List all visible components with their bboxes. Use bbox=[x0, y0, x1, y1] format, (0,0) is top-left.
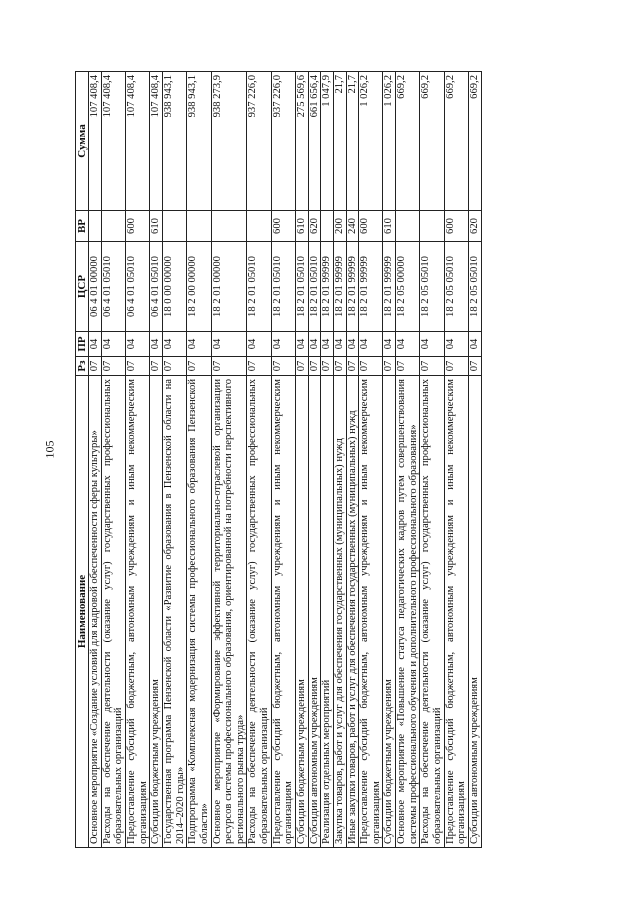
row-csr: 18 2 01 05010 bbox=[308, 242, 321, 332]
row-name: Субсидии автономным учреждениям bbox=[468, 376, 481, 848]
row-vr bbox=[247, 211, 271, 242]
row-sum: 938 943,1 bbox=[187, 72, 211, 211]
header-name: Наименование bbox=[76, 376, 89, 848]
row-vr bbox=[211, 211, 247, 242]
table-row bbox=[444, 72, 468, 848]
header-sum: Сумма bbox=[76, 72, 89, 211]
row-csr: 18 2 05 05010 bbox=[444, 242, 468, 332]
row-pr: 04 bbox=[359, 332, 383, 357]
table-row bbox=[187, 72, 211, 848]
table-row bbox=[333, 72, 346, 848]
row-vr: 600 bbox=[359, 211, 383, 242]
row-vr: 240 bbox=[346, 211, 359, 242]
table-row bbox=[468, 72, 481, 848]
row-rz: 07 bbox=[211, 357, 247, 376]
row-pr: 04 bbox=[126, 332, 150, 357]
row-pr: 04 bbox=[162, 332, 186, 357]
row-sum: 107 408,4 bbox=[150, 72, 163, 211]
table-row bbox=[420, 72, 444, 848]
row-rz: 07 bbox=[359, 357, 383, 376]
row-vr bbox=[187, 211, 211, 242]
row-name: Субсидии бюджетным учреждениям bbox=[295, 376, 308, 848]
table-row bbox=[308, 72, 321, 848]
row-pr: 04 bbox=[89, 332, 102, 357]
row-rz: 07 bbox=[101, 357, 125, 376]
row-csr: 18 0 00 00000 bbox=[162, 242, 186, 332]
row-pr: 04 bbox=[396, 332, 420, 357]
table-row bbox=[162, 72, 186, 848]
row-pr: 04 bbox=[346, 332, 359, 357]
row-name: Субсидии бюджетным учреждениям bbox=[383, 376, 396, 848]
row-sum: 21,7 bbox=[333, 72, 346, 211]
row-rz: 07 bbox=[321, 357, 334, 376]
row-csr: 18 2 01 00000 bbox=[211, 242, 247, 332]
row-rz: 07 bbox=[187, 357, 211, 376]
row-name: Подпрограмма «Комплексная модернизация системы профессионального образования Пензенской области» bbox=[187, 376, 211, 848]
row-pr: 04 bbox=[271, 332, 295, 357]
row-name: Закупка товаров, работ и услуг для обеспечения государственных (муниципальных) нужд bbox=[333, 376, 346, 848]
row-sum: 937 226,0 bbox=[247, 72, 271, 211]
row-csr: 18 2 05 05010 bbox=[468, 242, 481, 332]
row-pr: 04 bbox=[308, 332, 321, 357]
row-vr: 610 bbox=[150, 211, 163, 242]
row-csr: 06 4 01 05010 bbox=[126, 242, 150, 332]
row-rz: 07 bbox=[247, 357, 271, 376]
row-rz: 07 bbox=[383, 357, 396, 376]
row-csr: 18 2 01 05010 bbox=[271, 242, 295, 332]
row-pr: 04 bbox=[211, 332, 247, 357]
table-row bbox=[101, 72, 125, 848]
row-name: Основное мероприятие «Повышение статуса педагогических кадров путем совершенствования системы профессионального обучения и дополнительного профессионального образования» bbox=[396, 376, 420, 848]
row-pr: 04 bbox=[101, 332, 125, 357]
row-name: Расходы на обеспечение деятельности (оказание услуг) государственных профессиональных образовательных организаций bbox=[420, 376, 444, 848]
row-vr: 600 bbox=[271, 211, 295, 242]
row-name: Субсидии бюджетным учреждениям bbox=[150, 376, 163, 848]
table-row bbox=[321, 72, 334, 848]
row-vr bbox=[101, 211, 125, 242]
row-sum: 107 408,4 bbox=[89, 72, 102, 211]
row-sum: 21,7 bbox=[346, 72, 359, 211]
row-name: Субсидии автономным учреждениям bbox=[308, 376, 321, 848]
row-sum: 1 026,2 bbox=[359, 72, 383, 211]
row-pr: 04 bbox=[150, 332, 163, 357]
row-rz: 07 bbox=[126, 357, 150, 376]
row-pr: 04 bbox=[383, 332, 396, 357]
row-vr: 200 bbox=[333, 211, 346, 242]
row-sum: 938 943,1 bbox=[162, 72, 186, 211]
row-vr: 600 bbox=[444, 211, 468, 242]
row-vr bbox=[420, 211, 444, 242]
row-vr bbox=[321, 211, 334, 242]
table-header-row bbox=[76, 72, 89, 848]
table-row bbox=[295, 72, 308, 848]
row-vr: 610 bbox=[383, 211, 396, 242]
table-row bbox=[247, 72, 271, 848]
row-sum: 669,2 bbox=[444, 72, 468, 211]
row-name: Расходы на обеспечение деятельности (оказание услуг) государственных профессиональных образовательных организаций bbox=[101, 376, 125, 848]
row-csr: 18 2 01 99999 bbox=[383, 242, 396, 332]
row-vr bbox=[396, 211, 420, 242]
row-csr: 18 2 01 99999 bbox=[359, 242, 383, 332]
budget-table-rotated bbox=[75, 72, 588, 848]
row-rz: 07 bbox=[333, 357, 346, 376]
row-name: Основное мероприятие «Формирование эффективной территориально-отраслевой организации ресурсов системы профессионального образования, ориентированной на потребности перспективного регионального рынка труда» bbox=[211, 376, 247, 848]
table-row bbox=[359, 72, 383, 848]
row-rz: 07 bbox=[271, 357, 295, 376]
header-pr: ПР bbox=[76, 332, 89, 357]
row-csr: 06 4 01 05010 bbox=[150, 242, 163, 332]
row-rz: 07 bbox=[162, 357, 186, 376]
row-vr: 620 bbox=[308, 211, 321, 242]
row-csr: 06 4 01 00000 bbox=[89, 242, 102, 332]
row-sum: 107 408,4 bbox=[101, 72, 125, 211]
header-rz: Рз bbox=[76, 357, 89, 376]
row-vr: 610 bbox=[295, 211, 308, 242]
row-vr: 620 bbox=[468, 211, 481, 242]
table-body bbox=[89, 72, 482, 848]
table-row bbox=[126, 72, 150, 848]
table-row bbox=[346, 72, 359, 848]
row-name: Предоставление субсидий бюджетным, автономным учреждениям и иным некоммерческим организациям bbox=[359, 376, 383, 848]
row-csr: 06 4 01 05010 bbox=[101, 242, 125, 332]
row-rz: 07 bbox=[444, 357, 468, 376]
row-name: Государственная программа Пензенской области «Развитие образования в Пензенской области на 2014–2020 годы» bbox=[162, 376, 186, 848]
table-row bbox=[150, 72, 163, 848]
row-sum: 937 226,0 bbox=[271, 72, 295, 211]
row-csr: 18 2 01 05010 bbox=[247, 242, 271, 332]
row-csr: 18 2 01 99999 bbox=[346, 242, 359, 332]
row-rz: 07 bbox=[295, 357, 308, 376]
page-number: 105 bbox=[42, 440, 57, 459]
row-pr: 04 bbox=[321, 332, 334, 357]
row-sum: 275 569,6 bbox=[295, 72, 308, 211]
row-sum: 669,2 bbox=[396, 72, 420, 211]
budget-table bbox=[75, 71, 482, 848]
table-row bbox=[396, 72, 420, 848]
row-name: Реализация отдельных мероприятий bbox=[321, 376, 334, 848]
row-rz: 07 bbox=[420, 357, 444, 376]
row-rz: 07 bbox=[468, 357, 481, 376]
header-csr: ЦСР bbox=[76, 242, 89, 332]
table-row bbox=[271, 72, 295, 848]
row-rz: 07 bbox=[308, 357, 321, 376]
row-vr bbox=[162, 211, 186, 242]
table-row bbox=[211, 72, 247, 848]
table-row bbox=[89, 72, 102, 848]
row-sum: 1 047,9 bbox=[321, 72, 334, 211]
row-csr: 18 2 00 00000 bbox=[187, 242, 211, 332]
row-csr: 18 2 01 99999 bbox=[321, 242, 334, 332]
row-sum: 938 273,9 bbox=[211, 72, 247, 211]
row-pr: 04 bbox=[187, 332, 211, 357]
row-sum: 669,2 bbox=[420, 72, 444, 211]
row-name: Предоставление субсидий бюджетным, автономным учреждениям и иным некоммерческим организациям bbox=[271, 376, 295, 848]
row-pr: 04 bbox=[468, 332, 481, 357]
row-rz: 07 bbox=[396, 357, 420, 376]
row-pr: 04 bbox=[444, 332, 468, 357]
row-csr: 18 2 05 00000 bbox=[396, 242, 420, 332]
row-name: Основное мероприятие «Создание условий для кадровой обеспеченности сферы культуры» bbox=[89, 376, 102, 848]
row-sum: 661 656,4 bbox=[308, 72, 321, 211]
row-pr: 04 bbox=[333, 332, 346, 357]
row-sum: 1 026,2 bbox=[383, 72, 396, 211]
row-name: Расходы на обеспечение деятельности (оказание услуг) государственных профессиональных образовательных организаций bbox=[247, 376, 271, 848]
row-pr: 04 bbox=[295, 332, 308, 357]
row-csr: 18 2 01 99999 bbox=[333, 242, 346, 332]
row-sum: 107 408,4 bbox=[126, 72, 150, 211]
row-vr: 600 bbox=[126, 211, 150, 242]
row-rz: 07 bbox=[89, 357, 102, 376]
row-pr: 04 bbox=[247, 332, 271, 357]
row-vr bbox=[89, 211, 102, 242]
row-csr: 18 2 01 05010 bbox=[295, 242, 308, 332]
row-name: Иные закупки товаров, работ и услуг для обеспечения государственных (муниципальных) нужд bbox=[346, 376, 359, 848]
table-row bbox=[383, 72, 396, 848]
row-pr: 04 bbox=[420, 332, 444, 357]
header-vr: ВР bbox=[76, 211, 89, 242]
row-name: Предоставление субсидий бюджетным, автономным учреждениям и иным некоммерческим организациям bbox=[126, 376, 150, 848]
row-csr: 18 2 05 05010 bbox=[420, 242, 444, 332]
row-sum: 669,2 bbox=[468, 72, 481, 211]
row-rz: 07 bbox=[346, 357, 359, 376]
row-rz: 07 bbox=[150, 357, 163, 376]
row-name: Предоставление субсидий бюджетным, автономным учреждениям и иным некоммерческим организациям bbox=[444, 376, 468, 848]
